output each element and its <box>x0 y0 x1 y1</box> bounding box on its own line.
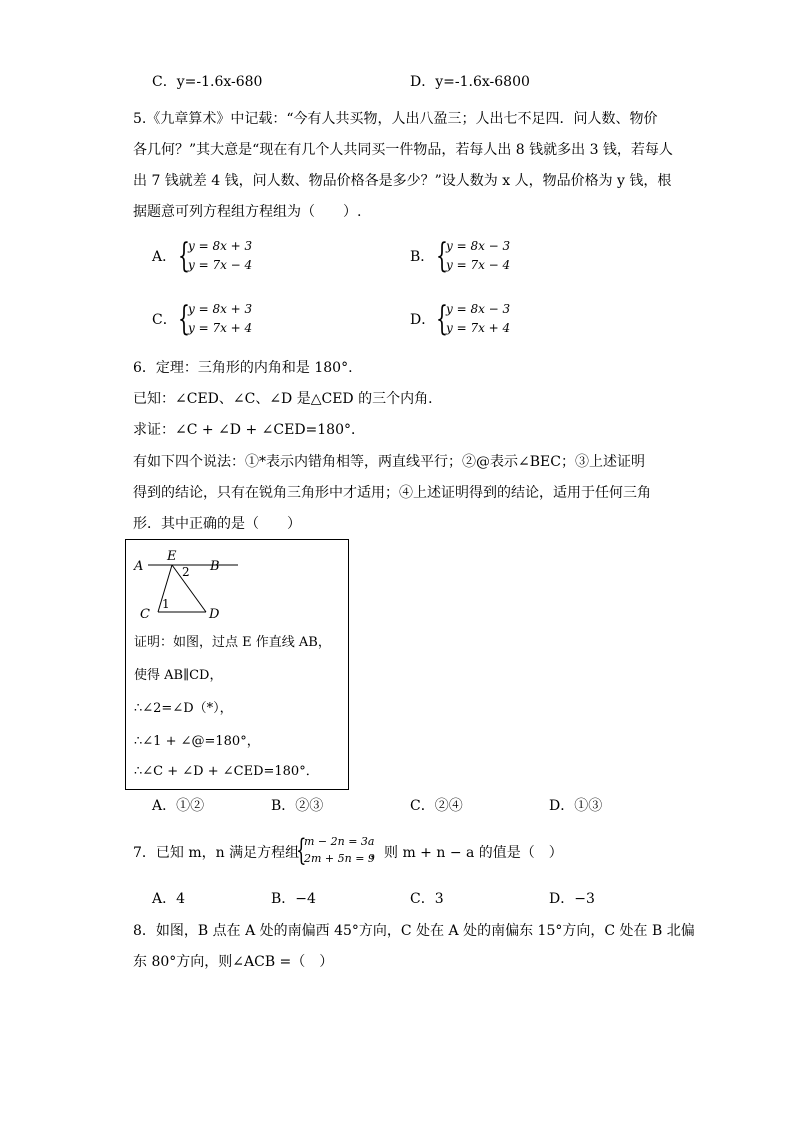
q5-option-b-eq1: y = 8x − 3 <box>446 239 511 253</box>
q7-option-d <box>549 889 595 909</box>
q4-option-c <box>152 72 262 92</box>
q4-option-d <box>410 72 530 92</box>
q5-option-c-eq2: y = 7x + 4 <box>188 321 253 335</box>
q6-proof-box <box>125 539 349 790</box>
q7-option-b-value: −4 <box>295 891 316 907</box>
label-angle-1: 1 <box>162 597 170 611</box>
q8-line-1: 8．如图，B 点在 A 处的南偏西 45°方向，C 处在 A 处的南偏东 15°方向，C 处在 B 北偏 <box>133 923 695 939</box>
q7-option-a <box>152 889 185 909</box>
q6-option-a-value: ①② <box>176 798 205 814</box>
q7-suffix: ，则 m + n − a 的值是（ ） <box>370 845 563 861</box>
q5-option-b-label: B． <box>410 249 435 265</box>
q5-option-d-eq2: y = 7x + 4 <box>446 321 511 335</box>
q6-option-a <box>152 796 204 816</box>
q6-option-c <box>410 796 463 816</box>
brace-icon: { <box>178 299 190 339</box>
q7-option-b <box>271 889 316 909</box>
q6-proof-line-1: 证明：如图，过点 E 作直线 AB， <box>134 635 331 650</box>
q6-line-2: 已知：∠CED、∠C、∠D 是△CED 的三个内角． <box>133 391 443 407</box>
label-c: C <box>140 607 150 622</box>
label-b: B <box>210 559 220 574</box>
q5-option-c-eq1: y = 8x + 3 <box>188 302 253 316</box>
q5-option-a-label: A． <box>152 249 177 265</box>
q6-option-d <box>549 796 602 816</box>
q5-option-d-label: D． <box>410 312 436 328</box>
q7-option-b-label: B． <box>271 891 296 907</box>
q6-line-4: 有如下四个说法：①*表示内错角相等，两直线平行；②@表示∠BEC；③上述证明 <box>133 454 645 470</box>
q4-option-d-expr: y=-1.6x-6800 <box>435 74 530 90</box>
q5-option-c-system <box>178 299 278 339</box>
q7-eq1: m − 2n = 3a <box>304 835 375 848</box>
q5-option-d-eq1: y = 8x − 3 <box>446 302 511 316</box>
q8-line-2: 东 80°方向，则∠ACB =（ ） <box>133 954 334 970</box>
q5-option-b-eq2: y = 7x − 4 <box>446 258 511 272</box>
q4-option-c-label: C． <box>152 74 177 90</box>
brace-icon: { <box>436 236 448 276</box>
label-e: E <box>167 549 177 564</box>
q6-proof-line-2: 使得 AB∥CD， <box>134 668 223 683</box>
q6-option-b-value: ②③ <box>295 798 324 814</box>
q6-option-b-label: B． <box>271 798 296 814</box>
q6-option-c-label: C． <box>410 798 435 814</box>
q7-option-d-label: D． <box>549 891 575 907</box>
q7-option-a-value: 4 <box>176 891 186 907</box>
label-angle-2: 2 <box>182 565 190 579</box>
brace-icon: { <box>296 833 307 868</box>
q5-option-a-eq2: y = 7x − 4 <box>188 258 253 272</box>
q7-option-c-value: 3 <box>434 891 444 907</box>
q5-line-4: 据题意可列方程组方程组为（ ）. <box>133 204 362 220</box>
q5-option-d-system <box>436 299 536 339</box>
q6-triangle-figure <box>126 540 348 630</box>
q7-option-a-label: A． <box>152 891 177 907</box>
brace-icon: { <box>178 236 190 276</box>
q6-option-d-value: ①③ <box>574 798 603 814</box>
q5-line-3: 出 7 钱就差 4 钱，问人数、物品价格各是多少？”设人数为 x 人，物品价格为 y 钱，根 <box>133 173 672 189</box>
q6-line-5: 得到的结论，只有在锐角三角形中才适用；④上述证明得到的结论，适用于任何三角 <box>133 485 651 501</box>
label-a: A <box>134 559 144 574</box>
q7-system <box>296 833 376 871</box>
q6-option-a-label: A． <box>152 798 177 814</box>
q7-option-c-label: C． <box>410 891 435 907</box>
q6-line-1: 6．定理：三角形的内角和是 180°. <box>133 360 353 376</box>
q6-line-3: 求证：∠C + ∠D + ∠CED=180°． <box>133 422 365 438</box>
q7-prefix: 7．已知 m，n 满足方程组 <box>133 845 300 861</box>
q6-option-c-value: ②④ <box>434 798 463 814</box>
q6-option-b <box>271 796 323 816</box>
q5-option-c-label: C． <box>152 312 177 328</box>
q6-proof-line-3: ∴∠2=∠D（*）， <box>134 701 233 716</box>
q6-line-6: 形．其中正确的是（ ） <box>133 516 301 532</box>
q4-option-c-expr: y=-1.6x-680 <box>176 74 263 90</box>
q7-option-d-value: −3 <box>574 891 595 907</box>
q5-option-b-system <box>436 236 536 276</box>
q7-eq2: 2m + 5n = 9 <box>304 852 375 865</box>
q5-line-1: 5.《九章算术》中记载：“今有人共买物，人出八盈三；人出七不足四．问人数、物价 <box>133 111 658 127</box>
q5-line-2: 各几何？”其大意是“现在有几个人共同买一件物品，若每人出 8 钱就多出 3 钱，若每人 <box>133 142 673 158</box>
brace-icon: { <box>436 299 448 339</box>
q7-option-c <box>410 889 444 909</box>
q6-proof-line-5: ∴∠C + ∠D + ∠CED=180°． <box>134 764 319 779</box>
q6-option-d-label: D． <box>549 798 575 814</box>
q5-option-a-system <box>178 236 278 276</box>
q4-option-d-label: D． <box>410 74 436 90</box>
label-d: D <box>209 607 220 622</box>
q5-option-a-eq1: y = 8x + 3 <box>188 239 253 253</box>
q6-proof-line-4: ∴∠1 + ∠@=180°， <box>134 734 260 749</box>
